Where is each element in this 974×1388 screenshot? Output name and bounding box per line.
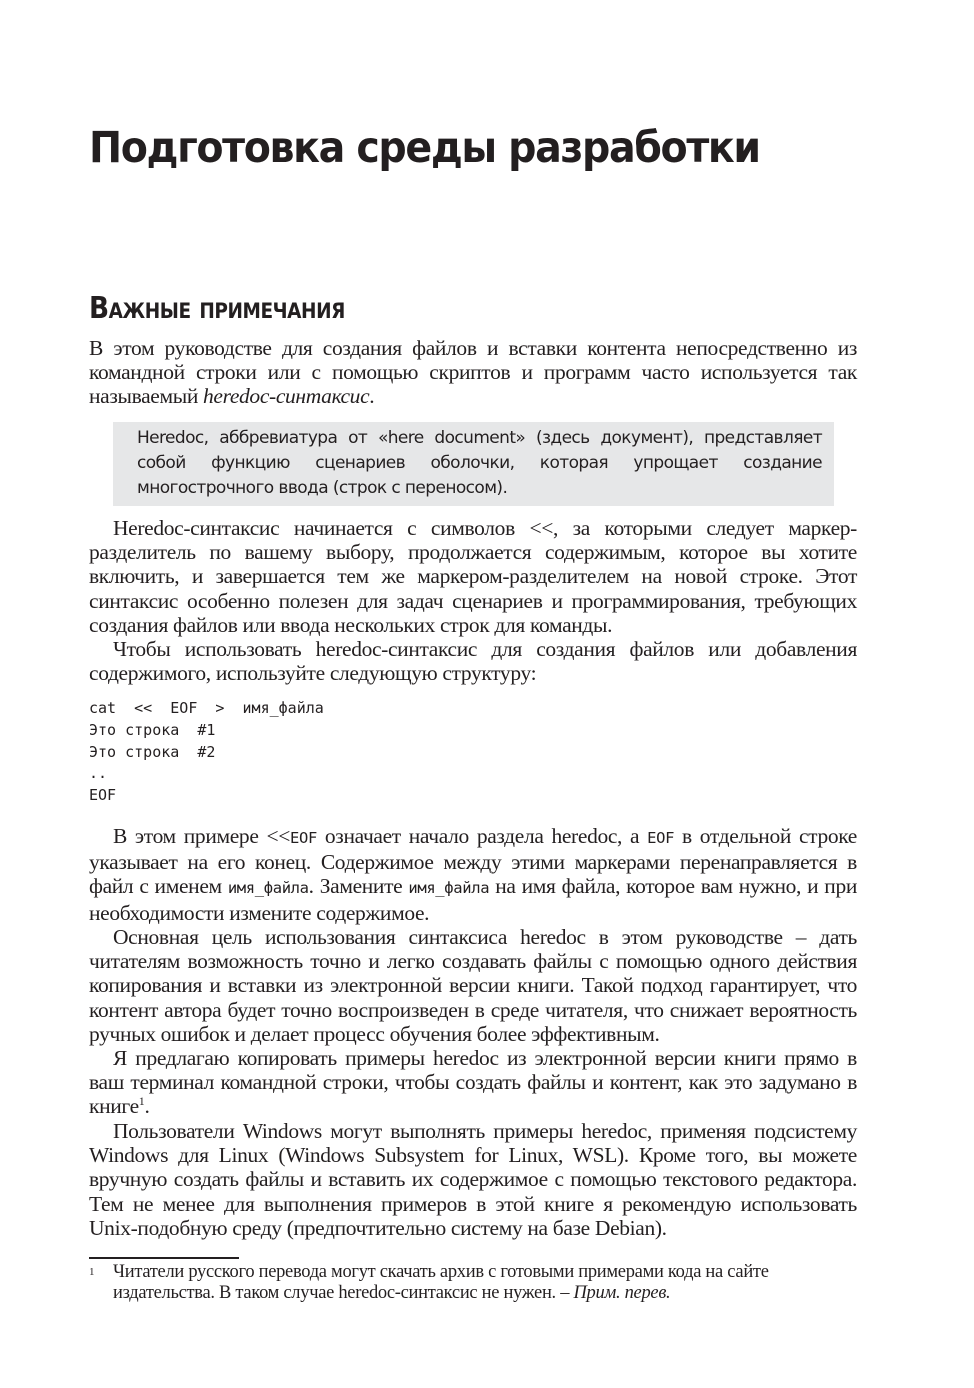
code-line: EOF — [89, 786, 117, 805]
paragraph-windows-users: Пользователи Windows могут выполнять примеры heredoc, применяя подсистему Windows для Linux (Windows Subsystem for Linux, WSL). Кроме того, вы можете вручную создать файлы и вставить их содержимое с помощью текстового редактора. Тем не менее для выполнения примеров в этой книге я рекомендую использовать Unix-подобную среду (предпочтительно систему на базе Debian). — [89, 1119, 857, 1240]
text-fragment: означает начало раздела heredoc, а — [316, 824, 648, 848]
text-fragment: Читатели русского перевода могут скачать архив с готовыми примерами кода на сайте издательства. В таком случае heredoc-синтаксис не нужен. – — [113, 1262, 769, 1303]
inline-code: имя_файла — [227, 879, 309, 898]
footnote-divider — [89, 1257, 239, 1259]
footnote-number: 1 — [89, 1266, 95, 1278]
code-line: Это строка #2 — [89, 742, 216, 761]
code-block — [89, 698, 324, 807]
code-line: Это строка #1 — [89, 720, 216, 739]
footnote-text — [113, 1262, 857, 1304]
note-box — [113, 422, 834, 506]
paragraph-usage: Чтобы использовать heredoc-синтаксис для создания файлов или добавления содержимого, используйте следующую структуру: — [89, 637, 857, 686]
paragraph-main-goal: Основная цель использования синтаксиса heredoc в этом руководстве – дать читателям возможность точно и легко создавать файлы с помощью одного действия копирования и вставки из электронной версии книги. Такой подход гарантирует, что контент автора будет точно воспроизведен в среде читателя, что снижает вероятность ручных ошибок и делает процесс обучения более эффективным. — [89, 925, 857, 1046]
paragraph-heredoc-syntax: Heredoc-синтаксис начинается с символов <<, за которыми следует маркер-разделитель по вашему выбору, продолжается содержимым, которое вы хотите включить, и завершается тем же маркером-разделителем на новой строке. Этот синтаксис особенно полезен для задач сценариев и программирования, требующих создания файлов или ввода нескольких строк для команды. — [89, 516, 857, 637]
footnote-reference[interactable]: 1 — [138, 1094, 145, 1109]
footnote — [89, 1262, 857, 1304]
section-title: Важные примечания — [89, 291, 345, 326]
text-fragment: в отдельной строке указывает на его конец. Содержимое между этими маркерами перенаправляется в файл с именем — [89, 824, 857, 899]
paragraph-copy-suggestion — [89, 1046, 857, 1119]
note-text: Heredoc, аббревиатура от «here document» (здесь документ), представляет собой функцию сценариев оболочки, которая упрощает создание многострочного ввода (строк с переносом). — [137, 428, 822, 498]
translator-note: Прим. перев. — [573, 1283, 671, 1303]
intro-paragraph — [89, 336, 857, 409]
text-fragment: В этом примере << — [113, 824, 291, 848]
text-fragment: . — [144, 1094, 150, 1119]
code-line: .. — [89, 764, 108, 783]
inline-code: EOF — [647, 829, 675, 847]
inline-code: EOF — [290, 829, 317, 847]
inline-code: имя_файла — [408, 879, 490, 898]
chapter-title: Подготовка среды разработки — [89, 123, 760, 173]
intro-text: В этом руководстве для создания файлов и вставки контента непосредственно из командной строки или с помощью скриптов и программ часто используется так называемый — [89, 336, 857, 409]
intro-end: . — [369, 384, 375, 409]
code-line: cat << EOF > имя_файла — [89, 699, 324, 717]
text-fragment: на имя файла, которое вам нужно, и при необходимости измените содержимое. — [89, 874, 857, 925]
intro-term: heredoc-синтаксис — [203, 384, 370, 409]
paragraph-example-explanation — [89, 824, 857, 925]
text-fragment: . Замените — [308, 874, 409, 899]
text-fragment: Я предлагаю копировать примеры heredoc из электронной версии книги прямо в ваш терминал командной строки, чтобы создать файлы и контент, как это задумано в книге — [89, 1046, 857, 1119]
